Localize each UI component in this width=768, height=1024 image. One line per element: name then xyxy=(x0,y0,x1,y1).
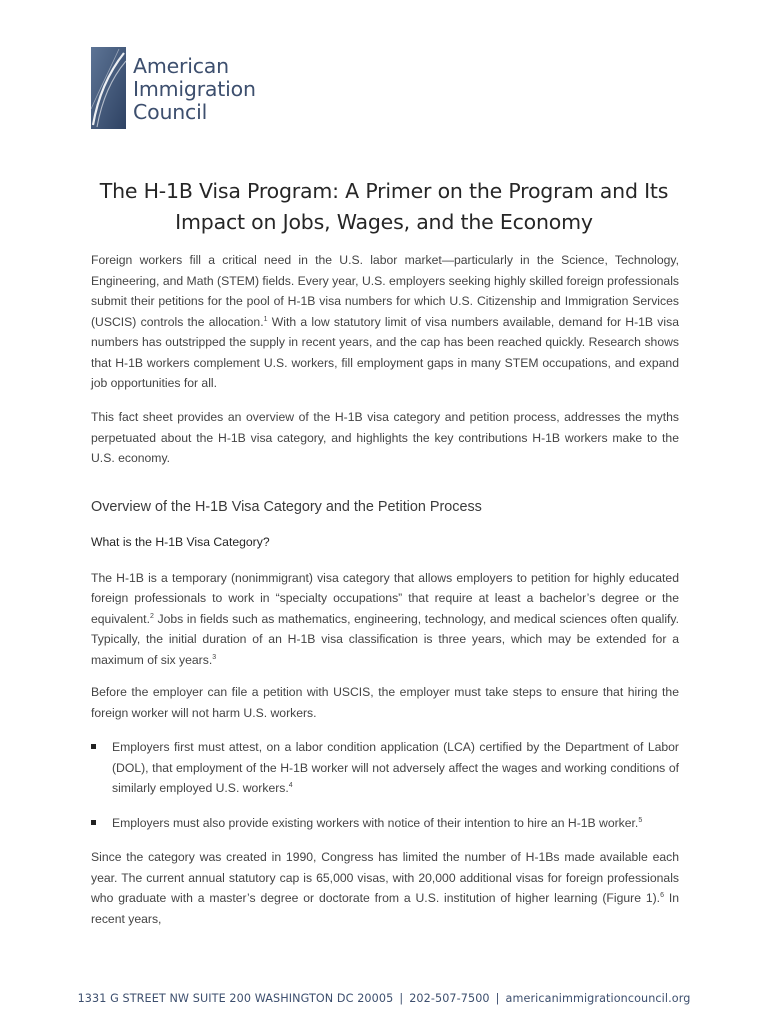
footnote-ref-6[interactable]: 6 xyxy=(660,891,664,899)
logo-line-3: Council xyxy=(133,100,208,124)
page-footer xyxy=(0,992,768,1005)
footer-separator: | xyxy=(495,992,500,1005)
footer-website-link[interactable]: americanimmigrationcouncil.org xyxy=(505,992,691,1005)
intro-text-a: Foreign workers fill a critical need in the U.S. labor market—particularly in the Science, Technology, Engineering, and Math (STEM) fields. Every year, U.S. employers seeking highly skilled foreign professionals submit their petitions for the pool of H-1B visa numbers for which U.S. Citizenship and Immigration Services (USCIS) controls the allocation. xyxy=(91,253,679,329)
intro-text-b: With a low statutory limit of visa numbers available, demand for H-1B visa numbers has outstripped the supply in recent years, and the cap has been reached quickly. Research shows that H-1B workers complement U.S. workers, fill employment gaps in many STEM occupations, and expand job opportunities for all. xyxy=(91,314,679,390)
definition-text-a: The H-1B is a temporary (nonimmigrant) visa category that allows employers to petition for highly educated foreign professionals to work in “specialty occupations” that require at least a bachelor’s degree or the equivalent. xyxy=(91,570,679,626)
requirements-list xyxy=(91,737,679,833)
logo-wordmark xyxy=(133,55,256,124)
title-line-1: The H-1B Visa Program: A Primer on the Program and Its xyxy=(99,179,669,203)
footnote-ref-5[interactable]: 5 xyxy=(638,816,643,824)
cap-text-b: In recent years, xyxy=(91,891,679,926)
footnote-ref-4[interactable]: 4 xyxy=(288,781,293,789)
logo-mark-icon xyxy=(91,47,126,129)
organization-logo xyxy=(91,47,261,131)
footer-phone: 202-507-7500 xyxy=(409,992,490,1005)
square-bullet-icon xyxy=(91,820,96,825)
list-item xyxy=(91,813,679,834)
definition-paragraph xyxy=(91,568,679,671)
intro-paragraph-2: This fact sheet provides an overview of the H-1B visa category and petition process, addresses the myths perpetuated about the H-1B visa category, and highlights the key contributions H-1B workers make to the U.S. economy. xyxy=(91,410,679,465)
section-heading: Overview of the H-1B Visa Category and the Petition Process xyxy=(91,498,482,515)
bullet-text-1: Employers first must attest, on a labor condition application (LCA) certified by the Department of Labor (DOL), that employment of the H-1B worker will not adversely affect the wages and working conditions of similarly employed U.S. workers. xyxy=(112,740,679,795)
document-body xyxy=(91,250,679,929)
document-title xyxy=(60,176,708,238)
cap-paragraph xyxy=(91,847,679,929)
intro-paragraph-1 xyxy=(91,250,679,393)
footer-address: 1331 G STREET NW SUITE 200 WASHINGTON DC 20005 xyxy=(77,992,394,1005)
logo-line-1: American xyxy=(133,54,229,78)
section-subheading: What is the H-1B Visa Category? xyxy=(91,534,270,549)
footer-separator: | xyxy=(399,992,404,1005)
cap-text-a: Since the category was created in 1990, Congress has limited the number of H-1Bs made available each year. The current annual statutory cap is 65,000 visas, with 20,000 additional visas for foreign professionals who graduate with a master’s degree or doctorate from a U.S. institution of higher learning (Figure 1). xyxy=(91,850,679,905)
footnote-ref-2[interactable]: 2 xyxy=(149,612,154,620)
bullet-text-2: Employers must also provide existing workers with notice of their intention to hire an H-1B worker. xyxy=(112,815,639,830)
square-bullet-icon xyxy=(91,744,96,749)
logo-line-2: Immigration xyxy=(133,77,256,101)
employer-steps-paragraph: Before the employer can file a petition with USCIS, the employer must take steps to ensure that hiring the foreign worker will not harm U.S. workers. xyxy=(91,685,679,720)
definition-text-b: Jobs in fields such as mathematics, engineering, technology, and medical sciences often qualify. Typically, the initial duration of an H-1B visa classification is three years, which may be extended for a maximum of six years. xyxy=(91,611,679,667)
title-line-2: Impact on Jobs, Wages, and the Economy xyxy=(175,210,593,234)
list-item xyxy=(91,737,679,799)
footnote-ref-1[interactable]: 1 xyxy=(263,315,268,323)
footnote-ref-3[interactable]: 3 xyxy=(212,653,217,661)
